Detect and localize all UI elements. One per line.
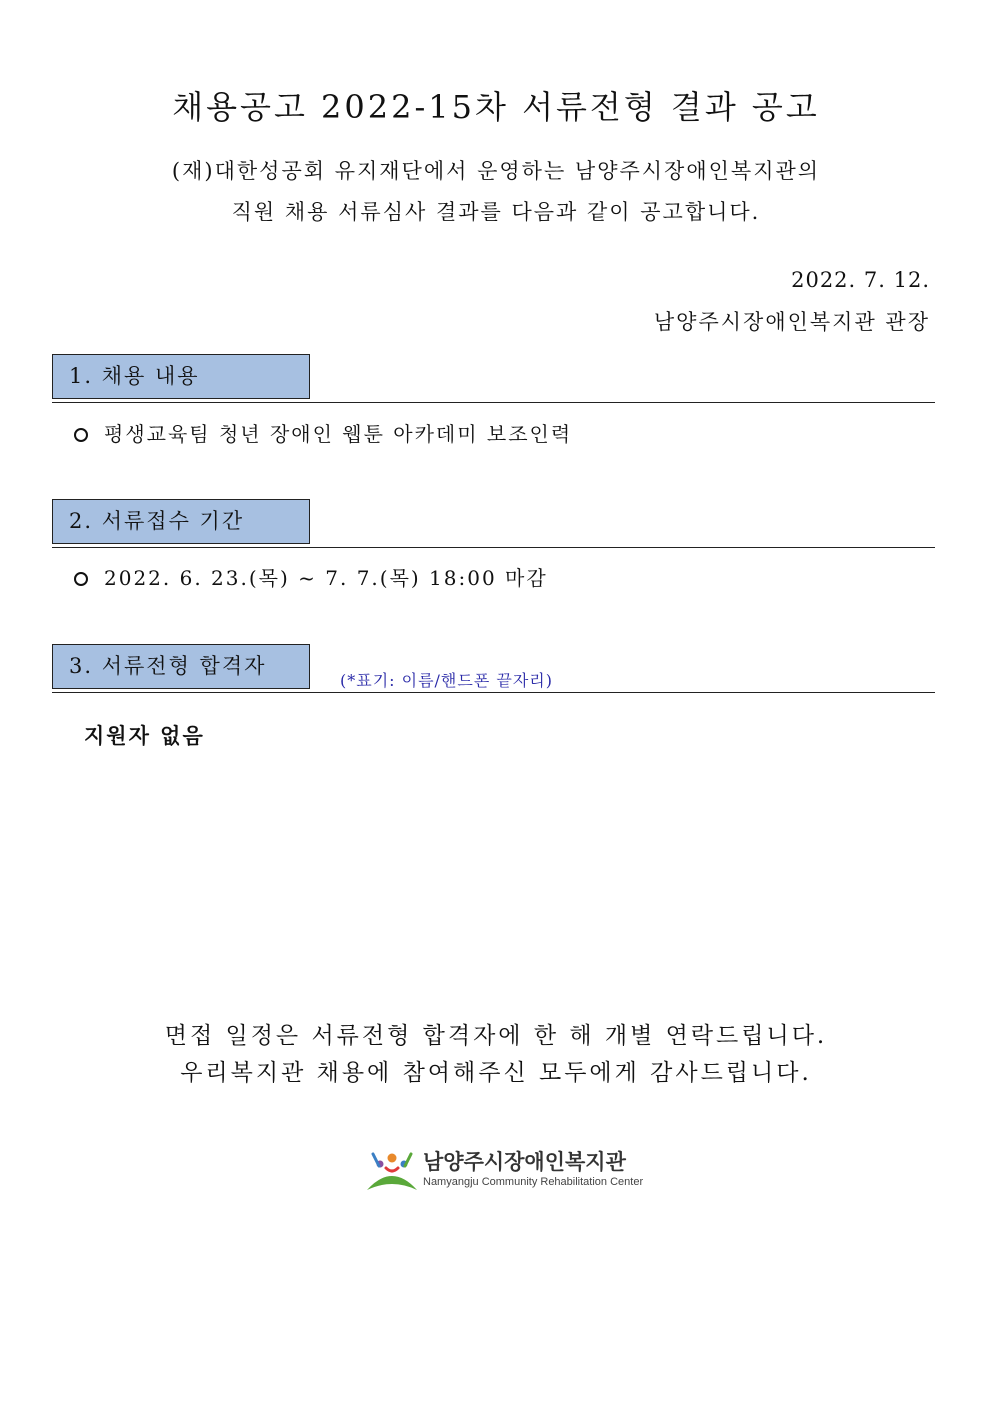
section-application-period <box>52 499 935 548</box>
section-heading: 3. 서류전형 합격자 <box>52 644 310 689</box>
page-title: 채용공고 2022-15차 서류전형 결과 공고 <box>172 88 820 126</box>
closing-line-1: 면접 일정은 서류전형 합격자에 한 해 개별 연락드립니다. <box>164 1023 828 1049</box>
section-recruitment-content <box>52 354 935 403</box>
circle-bullet-icon <box>74 572 88 586</box>
section-heading: 1. 채용 내용 <box>52 354 310 399</box>
recruitment-content-item <box>74 418 572 447</box>
announcement-date: 2022. 7. 12. <box>791 268 930 292</box>
logo-name-korean: 남양주시장애인복지관 <box>423 1150 626 1174</box>
notation-note: (*표기: 이름/핸드폰 끝자리) <box>340 671 553 690</box>
circle-bullet-icon <box>74 428 88 442</box>
application-period-item <box>74 562 548 591</box>
intro-line-1: (재)대한성공회 유지재단에서 운영하는 남양주시장애인복지관의 <box>171 159 821 183</box>
logo-emblem-icon <box>365 1144 419 1194</box>
closing-line-2: 우리복지관 채용에 참여해주신 모두에게 감사드립니다. <box>180 1060 812 1086</box>
application-period-text: 2022. 6. 23.(목) ~ 7. 7.(목) 18:00 마감 <box>104 566 548 590</box>
recruitment-content-text: 평생교육팀 청년 장애인 웹툰 아카데미 보조인력 <box>104 422 573 446</box>
no-applicants-text: 지원자 없음 <box>84 724 205 748</box>
section-heading: 2. 서류접수 기간 <box>52 499 310 544</box>
issuer: 남양주시장애인복지관 관장 <box>653 310 930 334</box>
logo-name-english: Namyangju Community Rehabilitation Center <box>423 1176 644 1188</box>
intro-line-2: 직원 채용 서류심사 결과를 다음과 같이 공고합니다. <box>231 200 761 224</box>
organization-logo <box>365 1144 644 1194</box>
